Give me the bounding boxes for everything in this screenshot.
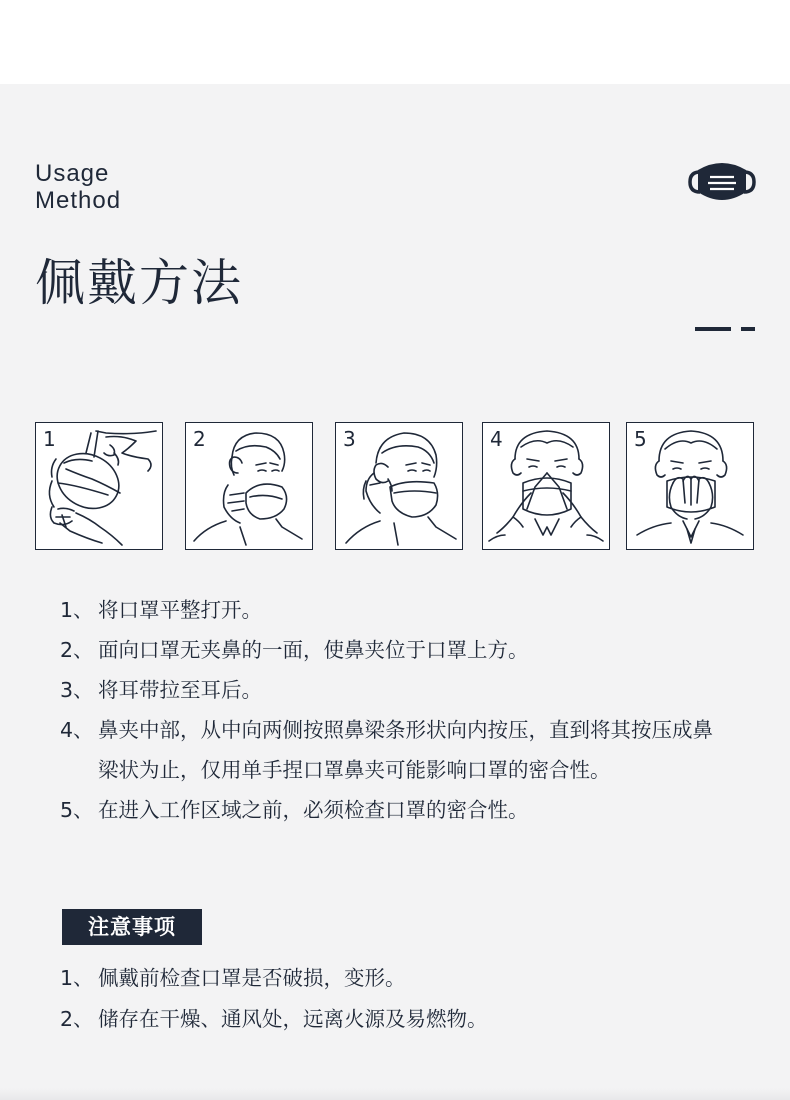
english-title <box>35 160 121 214</box>
instruction-item <box>60 790 760 830</box>
face-mask-icon <box>688 158 756 206</box>
step-2-number: 2 <box>193 427 206 451</box>
step-4-number: 4 <box>490 427 503 451</box>
chinese-title: 佩戴方法 <box>35 254 243 312</box>
instruction-index: 3、 <box>60 678 94 702</box>
decorative-dash <box>695 327 755 331</box>
instruction-index: 5、 <box>60 798 94 822</box>
notice-item <box>60 958 760 999</box>
place-mask-illustration <box>186 423 312 549</box>
english-title-line-1: Usage <box>35 160 110 187</box>
step-5-panel <box>626 422 754 550</box>
press-nose-clip-illustration <box>483 423 609 549</box>
instruction-text: 在进入工作区域之前，必须检查口罩的密合性。 <box>98 798 529 822</box>
top-band <box>0 0 790 84</box>
instruction-item <box>60 590 760 630</box>
step-3-number: 3 <box>343 427 356 451</box>
instruction-index: 4、 <box>60 718 94 742</box>
notice-heading-badge: 注意事项 <box>62 909 202 945</box>
instruction-text: 将口罩平整打开。 <box>98 598 262 622</box>
instruction-item <box>60 630 760 670</box>
usage-instructions <box>60 590 760 830</box>
english-title-line-2: Method <box>35 187 122 214</box>
instruction-index: 1、 <box>60 598 94 622</box>
notice-index: 2、 <box>60 1007 94 1031</box>
instruction-item <box>60 710 728 790</box>
ear-loop-illustration <box>336 423 462 549</box>
notice-list <box>60 958 760 1040</box>
notice-item <box>60 999 760 1040</box>
notice-index: 1、 <box>60 966 94 990</box>
instruction-text: 将耳带拉至耳后。 <box>98 678 262 702</box>
step-2-panel <box>185 422 313 550</box>
step-1-panel <box>35 422 163 550</box>
open-mask-illustration <box>36 423 162 549</box>
instruction-index: 2、 <box>60 638 94 662</box>
steps-illustrations <box>35 422 755 552</box>
notice-text: 佩戴前检查口罩是否破损，变形。 <box>98 966 406 990</box>
step-1-number: 1 <box>43 427 56 451</box>
step-5-number: 5 <box>634 427 647 451</box>
check-seal-illustration <box>627 423 753 549</box>
step-3-panel <box>335 422 463 550</box>
instruction-text: 鼻夹中部，从中向两侧按照鼻梁条形状向内按压，直到将其按压成鼻梁状为止，仅用单手捏口罩鼻夹可能影响口罩的密合性。 <box>98 718 713 782</box>
bottom-edge <box>0 1088 790 1100</box>
step-4-panel <box>482 422 610 550</box>
instruction-item <box>60 670 760 710</box>
notice-text: 储存在干燥、通风处，远离火源及易燃物。 <box>98 1007 488 1031</box>
instruction-text: 面向口罩无夹鼻的一面，使鼻夹位于口罩上方。 <box>98 638 529 662</box>
